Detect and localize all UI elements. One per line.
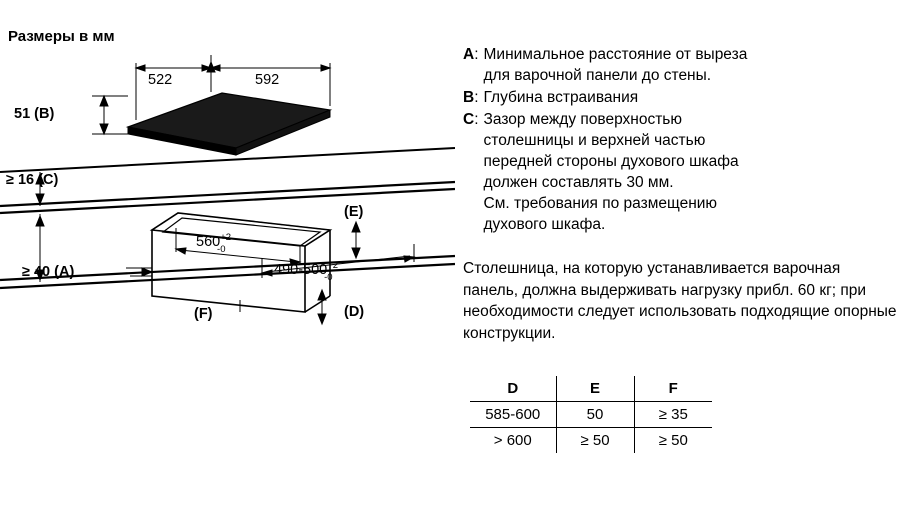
legend-key-a-letter: A: [463, 46, 475, 63]
legend-text-c-line-1: Зазор между поверхностью: [483, 111, 682, 128]
worktop-body: [0, 182, 455, 213]
label-e-leader: [352, 222, 360, 258]
legend-text-c-line-3: передней стороны духового шкафа: [483, 153, 739, 170]
legend-key-a: [463, 44, 479, 65]
legend-key-b-colon: :: [474, 89, 479, 106]
dimensions-table: [470, 376, 712, 453]
table-header-f: F: [634, 376, 712, 402]
legend-text-b: [479, 87, 639, 108]
table-cell-f-2: ≥ 50: [634, 428, 712, 454]
dim-592: 592: [255, 72, 280, 88]
label-f: (F): [194, 306, 213, 322]
table-header-e: E: [556, 376, 634, 402]
legend-text-c-line-4: должен составлять 30 мм.: [483, 174, 674, 191]
dim-51-b: 51 (B): [14, 106, 55, 122]
legend-text-a-line-1: Минимальное расстояние от выреза: [483, 46, 748, 63]
worktop-load-note: Столешница, на которую устанавливается варочная панель, должна выдерживать нагрузку прибл. 60 кг; при необходимости следует использовать подходящие опорные конструкции.: [463, 260, 897, 342]
table-header-row: [470, 376, 712, 402]
table-row: [470, 402, 712, 428]
dim-560: $560^{+2}$ -0: [196, 232, 232, 255]
table-row: [470, 428, 712, 454]
table-cell-d-2: > 600: [470, 428, 556, 454]
dim-522: 522: [148, 72, 173, 88]
legend-text-c-line-5: См. требования по размещению: [483, 195, 718, 212]
legend-key-c-colon: :: [474, 111, 479, 128]
legend-key-c-letter: C: [463, 111, 475, 128]
legend-key-b: [463, 87, 479, 108]
table-cell-e-1: 50: [556, 402, 634, 428]
dim-560-lines: [176, 228, 300, 265]
legend-list: [463, 44, 895, 236]
legend-key-c: [463, 109, 479, 130]
legend-item-a: [463, 44, 895, 86]
dim-40-a: ≥ 40 (A): [22, 264, 75, 280]
diagram-title: Размеры в мм: [8, 28, 115, 45]
legend-item-b: [463, 87, 895, 108]
legend-text-a: [479, 44, 748, 86]
legend-text-c-line-2: столешницы и верхней частью: [483, 132, 706, 149]
legend-item-c: [463, 109, 895, 235]
dim-490-500: $490-500^{+2}$ -0: [274, 260, 339, 283]
label-d-leader: [318, 290, 326, 324]
table-cell-f-1: ≥ 35: [634, 402, 712, 428]
dim-b-lines: [92, 96, 130, 134]
table-cell-e-2: ≥ 50: [556, 428, 634, 454]
label-d: (D): [344, 304, 365, 320]
legend-key-b-letter: B: [463, 89, 475, 106]
dim-16-c: ≥ 16 (C): [6, 172, 59, 188]
cooktop-slab: [128, 93, 330, 155]
legend-text-c-line-6: духового шкафа.: [483, 216, 606, 233]
legend-key-a-colon: :: [474, 46, 479, 63]
label-e: (E): [344, 204, 364, 220]
table-header-d: D: [470, 376, 556, 402]
table-cell-d-1: 585-600: [470, 402, 556, 428]
legend-text-a-line-2: для варочной панели до стены.: [483, 67, 712, 84]
legend-text-b-line-1: Глубина встраивания: [483, 89, 639, 106]
legend-text-c: [479, 109, 739, 235]
